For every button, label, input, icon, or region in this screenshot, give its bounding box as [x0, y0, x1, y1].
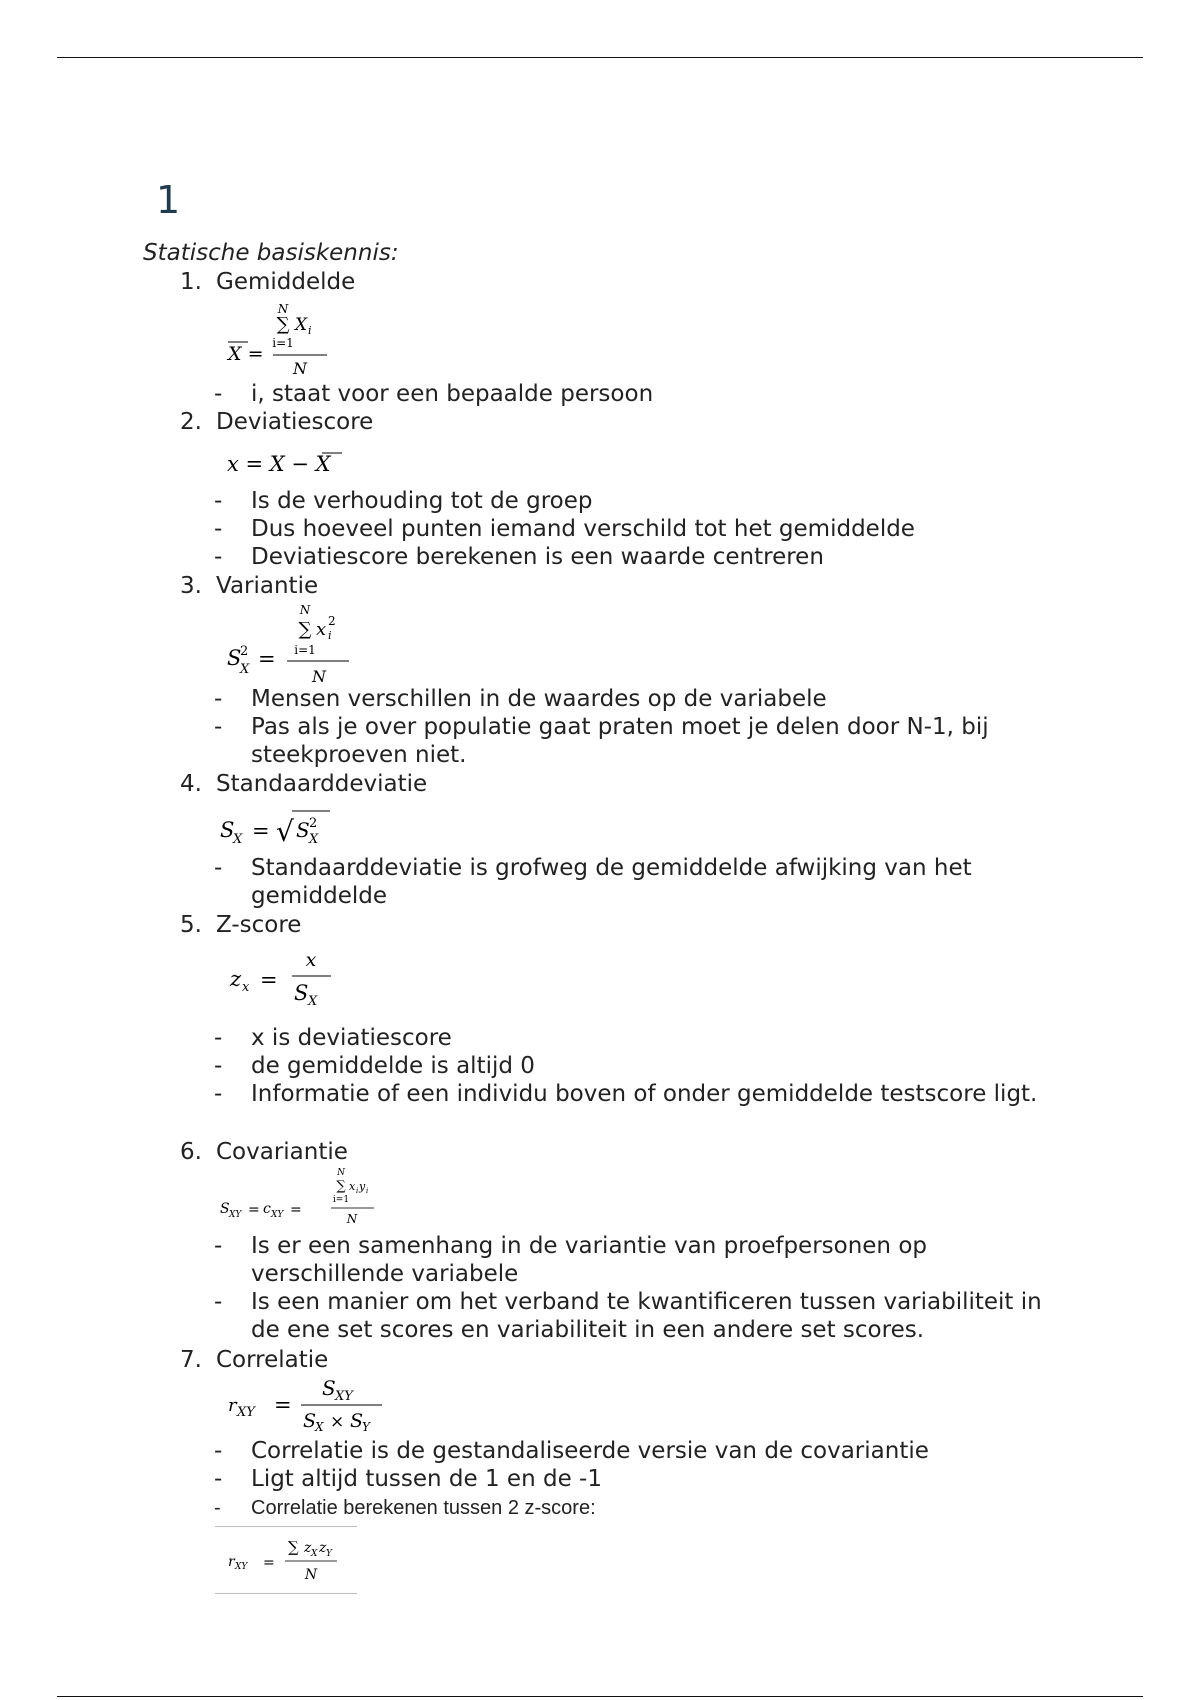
- footer-rule: [57, 1696, 1143, 1697]
- formula-deviatiescore: [225, 448, 355, 478]
- svg-text:XY: XY: [271, 1210, 284, 1220]
- svg-text:z: z: [304, 1540, 312, 1556]
- svg-text:2: 2: [240, 644, 249, 659]
- svg-text:X: X: [295, 315, 308, 335]
- header-rule: [57, 57, 1143, 58]
- bullet-item: - Correlatie is de gestandaliseerde versie van de covariantie: [214, 1438, 929, 1464]
- svg-text:i=1: i=1: [332, 1195, 350, 1205]
- svg-text:r: r: [228, 1395, 237, 1416]
- svg-text:S: S: [303, 1410, 317, 1432]
- svg-text:X: X: [315, 1420, 324, 1434]
- svg-text:=: =: [290, 1202, 302, 1218]
- svg-text:i: i: [366, 1187, 369, 1195]
- bullet-item: - Informatie of een individu boven of onder gemiddelde testscore ligt.: [214, 1081, 1038, 1107]
- svg-text:XY: XY: [237, 1405, 255, 1420]
- svg-text:N: N: [277, 302, 289, 316]
- formula-correlatie: [226, 1376, 396, 1432]
- bullet-item: - Dus hoeveel punten iemand verschild tot het gemiddelde: [214, 516, 915, 542]
- svg-text:X: X: [308, 994, 318, 1009]
- svg-text:X: X: [309, 832, 319, 847]
- svg-text:c: c: [263, 1201, 271, 1217]
- svg-text:∑: ∑: [276, 314, 290, 335]
- section-title-gemiddelde: 1. Gemiddelde: [180, 269, 356, 295]
- formula-covariantie: [218, 1166, 388, 1232]
- svg-text:XY: XY: [235, 1562, 248, 1572]
- bullet-item: - i, staat voor een bepaalde persoon: [214, 381, 654, 407]
- svg-text:X: X: [311, 1549, 318, 1559]
- svg-text:2: 2: [328, 614, 336, 628]
- formula-z-score: [228, 948, 338, 1008]
- svg-text:=: =: [274, 1393, 292, 1417]
- bullet-item: - Is er een samenhang in de variantie van proefpersonen op verschillende variabele: [214, 1233, 927, 1287]
- bullet-item: - Standaarddeviatie is grofweg de gemiddelde afwijking van het gemiddelde: [214, 855, 972, 909]
- svg-text:X: X: [240, 662, 250, 677]
- svg-text:x = X − X: x = X − X: [227, 452, 331, 476]
- svg-text:=: =: [248, 1202, 260, 1218]
- svg-text:N: N: [337, 1168, 345, 1178]
- svg-text:z: z: [230, 967, 242, 991]
- svg-text:XY: XY: [229, 1210, 242, 1220]
- svg-text:x: x: [316, 619, 327, 640]
- svg-text:N: N: [346, 1212, 358, 1226]
- svg-text:∑: ∑: [288, 1538, 299, 1556]
- svg-text:XY: XY: [335, 1389, 353, 1404]
- svg-text:x: x: [349, 1180, 356, 1193]
- svg-text:r: r: [228, 1554, 235, 1570]
- svg-text:i=1: i=1: [294, 643, 316, 657]
- section-title-covariantie: 6. Covariantie: [180, 1139, 348, 1165]
- svg-text:i=1: i=1: [272, 336, 294, 350]
- svg-text:×: ×: [330, 1412, 345, 1432]
- section-title-standaarddeviatie: 4. Standaarddeviatie: [180, 771, 428, 797]
- section-title-z-score: 5. Z-score: [180, 912, 302, 938]
- section-title-correlatie: 7. Correlatie: [180, 1347, 329, 1373]
- svg-text:S: S: [350, 1410, 364, 1432]
- svg-text:y: y: [359, 1180, 366, 1193]
- formula-correlatie-z-scores: [222, 1530, 362, 1590]
- formula-standaarddeviatie: [218, 805, 348, 849]
- bullet-item: - Pas als je over populatie gaat praten moet je delen door N-1, bij steekproeven niet.: [214, 714, 989, 768]
- svg-text:i: i: [328, 629, 332, 642]
- svg-text:√: √: [276, 815, 294, 848]
- svg-text:Y: Y: [326, 1549, 332, 1559]
- section-title-variantie: 3. Variantie: [180, 573, 319, 599]
- svg-text:N: N: [312, 667, 326, 686]
- svg-text:N: N: [299, 603, 311, 617]
- svg-text:S: S: [296, 818, 310, 842]
- bullet-item: - de gemiddelde is altijd 0: [214, 1053, 535, 1079]
- svg-text:=: =: [258, 647, 276, 671]
- svg-text:x: x: [305, 949, 317, 971]
- bullet-item: - Correlatie berekenen tussen 2 z-score:: [214, 1497, 596, 1519]
- svg-text:z: z: [319, 1540, 327, 1556]
- svg-text:i: i: [356, 1187, 359, 1195]
- section-title-deviatiescore: 2. Deviatiescore: [180, 409, 374, 435]
- bullet-item: - Is een manier om het verband te kwantificeren tussen variabiliteit in de ene set scores en variabiliteit in een andere set scores.: [214, 1289, 1042, 1343]
- svg-text:S: S: [220, 818, 235, 842]
- svg-text:∑: ∑: [298, 619, 312, 640]
- bullet-item: - Is de verhouding tot de groep: [214, 488, 593, 514]
- svg-text:S: S: [322, 1376, 336, 1400]
- page-number: 1: [156, 178, 181, 222]
- formula-variantie: [225, 602, 365, 688]
- svg-text:=: =: [252, 819, 270, 843]
- svg-text:=: =: [260, 968, 278, 992]
- svg-text:N: N: [304, 1567, 318, 1583]
- svg-text:X =: X =: [228, 343, 264, 365]
- svg-text:S: S: [294, 981, 309, 1005]
- svg-text:=: =: [263, 1555, 275, 1571]
- intro-heading: Statische basiskennis:: [143, 240, 399, 266]
- svg-text:i: i: [308, 324, 312, 337]
- svg-text:Y: Y: [362, 1420, 370, 1434]
- svg-text:∑: ∑: [336, 1179, 346, 1194]
- svg-text:S: S: [227, 646, 242, 670]
- bullet-item: - x is deviatiescore: [214, 1025, 452, 1051]
- formula-gemiddelde: [225, 300, 345, 380]
- svg-text:x: x: [242, 980, 250, 995]
- svg-text:2: 2: [309, 816, 318, 831]
- bullet-item: - Deviatiescore berekenen is een waarde centreren: [214, 544, 824, 570]
- bullet-item: - Mensen verschillen in de waardes op de variabele: [214, 686, 827, 712]
- bullet-item: - Ligt altijd tussen de 1 en de -1: [214, 1466, 602, 1492]
- svg-text:S: S: [220, 1201, 230, 1217]
- svg-text:X: X: [233, 832, 243, 847]
- svg-text:N: N: [293, 359, 307, 378]
